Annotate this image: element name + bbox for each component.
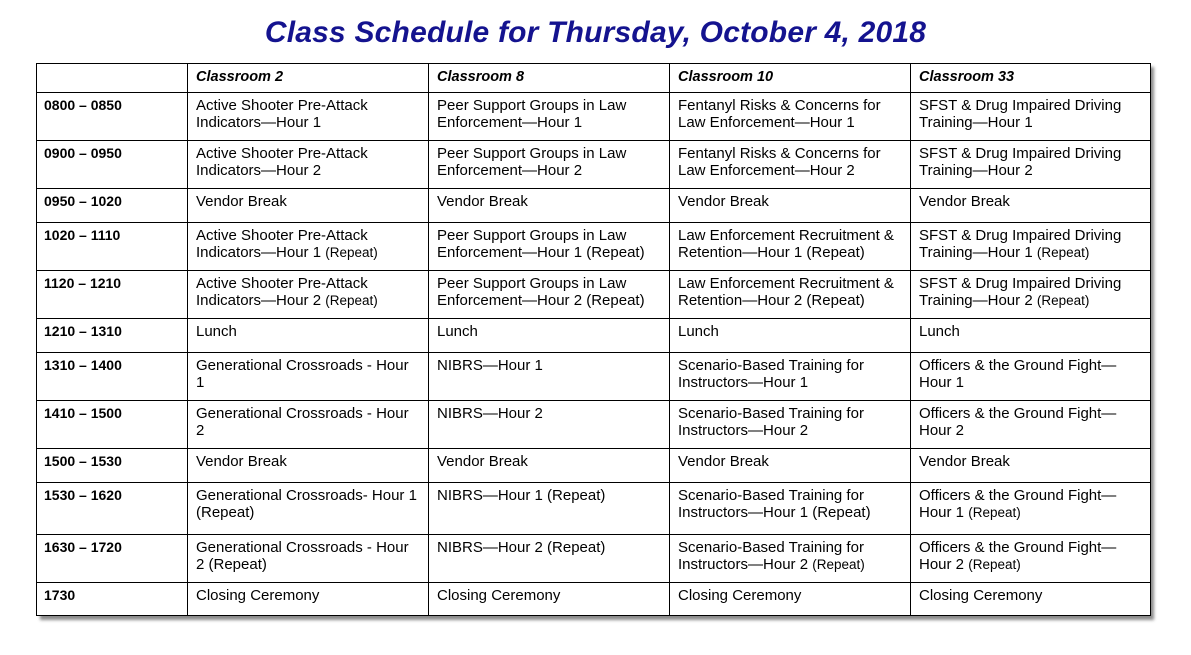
session-cell <box>911 223 1151 271</box>
session-title: Vendor Break <box>678 193 769 210</box>
session-cell <box>188 583 429 616</box>
time-slot-cell: 1020 – 1110 <box>37 223 188 271</box>
session-title: Law Enforcement Recruitment & Retention—Hour 1 (Repeat) <box>678 227 894 261</box>
session-cell <box>188 141 429 189</box>
table-row <box>37 535 1151 583</box>
session-title: Vendor Break <box>919 453 1010 470</box>
session-title: Vendor Break <box>437 453 528 470</box>
session-note: (Repeat) <box>325 293 378 308</box>
session-title: NIBRS—Hour 1 <box>437 357 543 374</box>
session-cell <box>670 189 911 223</box>
time-slot-cell: 1120 – 1210 <box>37 271 188 319</box>
header-cell-classroom-10: Classroom 10 <box>670 64 911 93</box>
session-title: Generational Crossroads- Hour 1 (Repeat) <box>196 487 417 521</box>
time-slot-cell: 1310 – 1400 <box>37 353 188 401</box>
table-row <box>37 319 1151 353</box>
session-title: Lunch <box>678 323 719 340</box>
session-cell <box>429 535 670 583</box>
session-title: Lunch <box>196 323 237 340</box>
schedule-body <box>37 93 1151 616</box>
schedule-table <box>36 63 1151 616</box>
session-title: Peer Support Groups in Law Enforcement—Hour 1 <box>437 97 627 131</box>
session-cell <box>670 93 911 141</box>
session-title: Peer Support Groups in Law Enforcement—Hour 1 (Repeat) <box>437 227 645 261</box>
session-title: NIBRS—Hour 2 <box>437 405 543 422</box>
session-cell <box>188 223 429 271</box>
session-cell <box>429 449 670 483</box>
session-cell <box>429 483 670 535</box>
session-cell <box>429 271 670 319</box>
session-title: Lunch <box>437 323 478 340</box>
session-title: Closing Ceremony <box>437 587 561 604</box>
session-cell <box>911 93 1151 141</box>
session-note: (Repeat) <box>1036 245 1090 260</box>
page-title: Class Schedule for Thursday, October 4, 2018 <box>264 16 927 49</box>
session-cell <box>911 189 1151 223</box>
time-slot-cell: 0900 – 0950 <box>37 141 188 189</box>
session-note: (Repeat) <box>812 557 865 572</box>
session-cell <box>188 189 429 223</box>
session-cell <box>670 483 911 535</box>
session-title: Peer Support Groups in Law Enforcement—Hour 2 (Repeat) <box>437 275 645 309</box>
session-title: Peer Support Groups in Law Enforcement—Hour 2 <box>437 145 627 179</box>
time-slot-cell: 1500 – 1530 <box>37 449 188 483</box>
session-title: Vendor Break <box>196 193 287 210</box>
session-title: Generational Crossroads - Hour 1 <box>196 357 409 391</box>
session-title: Officers & the Ground Fight—Hour 1 <box>919 357 1117 391</box>
session-cell <box>670 353 911 401</box>
session-title: Law Enforcement Recruitment & Retention—Hour 2 (Repeat) <box>678 275 894 309</box>
session-title: Closing Ceremony <box>678 587 802 604</box>
session-title: Scenario-Based Training for Instructors—Hour 2 <box>678 405 864 439</box>
header-cell-classroom-2: Classroom 2 <box>188 64 429 93</box>
table-row <box>37 271 1151 319</box>
session-cell <box>911 483 1151 535</box>
session-cell <box>188 449 429 483</box>
session-note: (Repeat) <box>968 505 1021 520</box>
session-title: Active Shooter Pre-Attack Indicators—Hour 2 <box>196 145 368 179</box>
session-title: SFST & Drug Impaired Driving Training—Hour 1 <box>919 97 1122 131</box>
session-cell <box>670 223 911 271</box>
session-title: Officers & the Ground Fight—Hour 2 <box>919 539 1117 573</box>
session-cell <box>429 353 670 401</box>
session-cell <box>911 449 1151 483</box>
time-slot-cell: 0800 – 0850 <box>37 93 188 141</box>
header-cell-time <box>37 64 188 93</box>
table-row <box>37 93 1151 141</box>
header-row <box>37 64 1151 93</box>
session-title: Vendor Break <box>437 193 528 210</box>
session-note: (Repeat) <box>1036 293 1090 308</box>
session-title: Officers & the Ground Fight—Hour 2 <box>919 405 1117 439</box>
session-title: SFST & Drug Impaired Driving Training—Hour 2 <box>919 145 1122 179</box>
session-cell <box>911 401 1151 449</box>
session-title: Vendor Break <box>196 453 287 470</box>
schedule-table-container <box>36 63 1150 616</box>
session-cell <box>188 401 429 449</box>
session-cell <box>911 141 1151 189</box>
time-slot-cell: 1530 – 1620 <box>37 483 188 535</box>
session-cell <box>429 401 670 449</box>
session-cell <box>188 271 429 319</box>
session-title: SFST & Drug Impaired Driving Training—Hour 2 <box>919 275 1122 309</box>
session-cell <box>911 271 1151 319</box>
session-title: Officers & the Ground Fight—Hour 1 <box>919 487 1117 521</box>
time-slot-cell: 1210 – 1310 <box>37 319 188 353</box>
session-cell <box>429 189 670 223</box>
session-cell <box>670 401 911 449</box>
table-row <box>37 483 1151 535</box>
session-title: Generational Crossroads - Hour 2 <box>196 405 409 439</box>
time-slot-cell: 0950 – 1020 <box>37 189 188 223</box>
table-row <box>37 449 1151 483</box>
session-cell <box>429 93 670 141</box>
session-cell <box>911 319 1151 353</box>
time-slot-cell: 1630 – 1720 <box>37 535 188 583</box>
table-row <box>37 401 1151 449</box>
session-title: Fentanyl Risks & Concerns for Law Enforcement—Hour 2 <box>678 145 881 179</box>
session-title: Active Shooter Pre-Attack Indicators—Hour 1 <box>196 227 368 261</box>
session-title: Scenario-Based Training for Instructors—Hour 1 <box>678 357 864 391</box>
header-cell-classroom-33: Classroom 33 <box>911 64 1151 93</box>
table-row <box>37 141 1151 189</box>
table-row <box>37 223 1151 271</box>
session-cell <box>911 583 1151 616</box>
table-row <box>37 353 1151 401</box>
session-title: Closing Ceremony <box>196 587 320 604</box>
session-title: Vendor Break <box>919 193 1010 210</box>
session-title: Scenario-Based Training for Instructors—Hour 1 (Repeat) <box>678 487 871 521</box>
session-note: (Repeat) <box>968 557 1021 572</box>
session-title: NIBRS—Hour 1 (Repeat) <box>437 487 606 504</box>
session-cell <box>670 449 911 483</box>
session-title: Active Shooter Pre-Attack Indicators—Hour 1 <box>196 97 368 131</box>
session-title: Fentanyl Risks & Concerns for Law Enforcement—Hour 1 <box>678 97 881 131</box>
session-cell <box>670 271 911 319</box>
session-cell <box>911 535 1151 583</box>
session-cell <box>429 319 670 353</box>
session-cell <box>429 141 670 189</box>
table-row <box>37 189 1151 223</box>
session-cell <box>670 141 911 189</box>
session-note: (Repeat) <box>325 245 378 260</box>
session-cell <box>429 583 670 616</box>
session-title: Scenario-Based Training for Instructors—Hour 2 <box>678 539 864 573</box>
session-cell <box>670 535 911 583</box>
session-title: Vendor Break <box>678 453 769 470</box>
session-cell <box>911 353 1151 401</box>
session-cell <box>670 319 911 353</box>
table-row <box>37 583 1151 616</box>
session-title: Active Shooter Pre-Attack Indicators—Hour 2 <box>196 275 368 309</box>
session-cell <box>670 583 911 616</box>
session-cell <box>188 483 429 535</box>
session-cell <box>188 535 429 583</box>
time-slot-cell: 1730 <box>37 583 188 616</box>
session-title: Closing Ceremony <box>919 587 1043 604</box>
header-cell-classroom-8: Classroom 8 <box>429 64 670 93</box>
session-cell <box>188 353 429 401</box>
session-title: NIBRS—Hour 2 (Repeat) <box>437 539 606 556</box>
time-slot-cell: 1410 – 1500 <box>37 401 188 449</box>
session-cell <box>429 223 670 271</box>
session-title: Generational Crossroads - Hour 2 (Repeat) <box>196 539 409 573</box>
session-cell <box>188 93 429 141</box>
session-title: SFST & Drug Impaired Driving Training—Hour 1 <box>919 227 1122 261</box>
session-cell <box>188 319 429 353</box>
session-title: Lunch <box>919 323 960 340</box>
